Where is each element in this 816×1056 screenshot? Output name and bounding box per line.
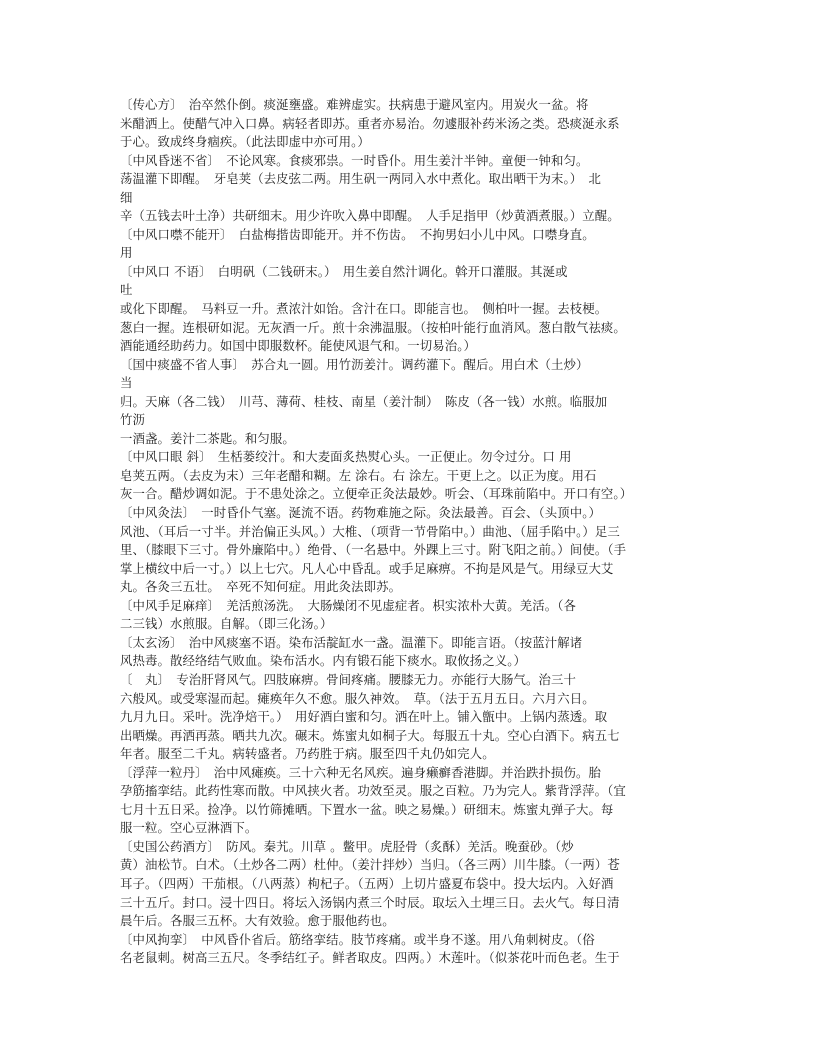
text-line: 孕筋搐挛结。此药性寒而散。中风挟火者。功效至灵。服之百粒。乃为完人。紫背浮萍。（宜 [120, 783, 626, 799]
text-line: 灰一合。醋炒调如泥。于不患处涂之。立便牵正灸法最妙。听会、（耳珠前陷中。开口有空。） [120, 486, 633, 502]
text-line: 用 [120, 245, 133, 261]
text-line: 耳子。（四两）干茄根。（八两蒸）枸杞子。（五两）上切片盛夏布袋中。投大坛内。入好酒 [120, 875, 614, 891]
text-line: 风热毒。散经络结气败血。染布活水。内有锻石能下痰水。取攸扬之义。） [120, 653, 526, 669]
text-line: 六般风。或受寒湿而起。瘫痪年久不愈。服久神效。 草。（法于五月五日。六月六日。 [120, 690, 595, 706]
text-line: 出晒燥。再洒再蒸。晒共九次。碾末。炼蜜丸如桐子大。每服五十丸。空心白酒下。病五七 [120, 727, 620, 743]
text-line: 皂荚五两。（去皮为末）三年老醋和糊。左 涂右。右 涂左。干更上之。以正为度。用石 [120, 467, 597, 483]
text-line: 〔中风拘挛〕 中风昏仆省后。筋络挛结。肢节疼痛。或半身不遂。用八角刺树皮。（俗 [120, 931, 595, 947]
text-line: 三十五斤。封口。浸十四日。将坛入汤锅内煮三个时辰。取坛入土埋三日。去火气。每日清 [120, 894, 620, 910]
text-line: 九月九日。采叶。洗净焙干。） 用好酒白蜜和匀。洒在叶上。铺入甑中。上锅内蒸透。取 [120, 709, 608, 725]
text-line: 〔太玄汤〕 治中风痰塞不语。染布活靛缸水一盏。温灌下。即能言语。（按蓝汁解诸 [120, 634, 583, 650]
text-line: 一酒盏。姜汁二茶匙。和匀服。 [120, 430, 295, 446]
text-line: 里、（膝眼下三寸。骨外廉陷中。）绝骨、（一名悬中。外踝上三寸。附飞阳之前。）间使。（手 [120, 542, 627, 558]
text-line: 晨午后。各服三五杯。大有效验。愈于服他药也。 [120, 913, 395, 929]
text-line: 〔史国公药酒方〕 防风。秦艽。川草 。鳖甲。虎胫骨（炙酥）羌活。晚蚕砂。（炒 [120, 838, 574, 854]
text-line: 〔中风手足麻痒〕 羌活煎汤洗。 大肠燥闭不见虚症者。枳实浓朴大黄。羌活。（各 [120, 597, 577, 613]
text-line: 年者。服至二千丸。病转盛者。乃药胜于病。服至四千丸仍如完人。 [120, 746, 495, 762]
text-line: 当 [120, 375, 133, 391]
text-line: 辛（五钱去叶土净）共研细末。用少许吹入鼻中即醒。 人手足指甲（炒黄酒煮服。）立醒。 [120, 208, 620, 224]
text-line: 归。天麻（各二钱） 川芎、薄荷、桂枝、南星（姜汁制） 陈皮（各一钱）水煎。临服加 [120, 393, 608, 409]
text-line: 于心。致成终身痼疾。（此法即虚中亦可用。） [120, 134, 370, 150]
text-line: 竹沥 [120, 412, 145, 428]
text-line: 七月十五日采。捡净。以竹筛摊晒。下置水一盆。映之易燥。）研细末。炼蜜丸弹子大。每 [120, 801, 614, 817]
text-line: 酒能通经助药力。如国中即服数杯。能使风退气和。一切易治。） [120, 338, 477, 354]
text-line: 细 [120, 189, 133, 205]
text-line: 黄）油松节。白术。（土炒各二两）杜仲。（姜汁拌炒）当归。（各三两）川牛膝。（一两）苍 [120, 857, 620, 873]
text-line: 掌上横纹中后一寸。）以上七穴。凡人心中昏乱。或手足麻痹。不拘是风是气。用绿豆大艾 [120, 560, 614, 576]
text-line: 丸。各灸三五壮。 卒死不知何症。用此灸法即苏。 [120, 579, 402, 595]
text-line: 〔 丸〕 专治肝肾风气。四肢麻痹。骨间疼痛。腰膝无力。亦能行大肠气。治三十 [120, 671, 576, 687]
text-line: 〔中风口眼 斜〕 生栝蒌绞汁。和大麦面炙热熨心头。一正便止。勿令过分。口 用 [120, 449, 572, 465]
text-line: 〔中风灸法〕 一时昏仆气塞。涎流不语。药物难施之际。灸法最善。百会、（头顶中。） [120, 505, 602, 521]
text-line: 二三钱）水煎服。自解。（即三化汤。） [120, 616, 333, 632]
text-line: 〔中风口 不语〕 白明矾（二钱研末。） 用生姜自然汁调化。斡开口灌服。其涎或 [120, 263, 568, 279]
text-line: 荡温灌下即醒。 牙皂荚（去皮弦二两。用生矾一两同入水中煮化。取出晒干为末。） 北 [120, 171, 602, 187]
text-line: 吐 [120, 282, 133, 298]
text-line: 〔中风昏迷不省〕 不论风寒。食痰邪祟。一时昏仆。用生姜汁半钟。童便一钟和匀。 [120, 152, 589, 168]
text-line: 〔中风口噤不能开〕 白盐梅揩齿即能开。并不伤齿。 不拘男妇小儿中风。口噤身直。 [120, 226, 595, 242]
text-line: 米醋洒上。使醋气冲入口鼻。病轻者即苏。重者亦易治。勿遽服补药米汤之类。恐痰涎永系 [120, 115, 620, 131]
text-line: 〔国中痰盛不省人事〕 苏合丸一圆。用竹沥姜汁。调药灌下。醒后。用白术（土炒） [120, 356, 589, 372]
text-line: 〔传心方〕 治卒然仆倒。痰涎壅盛。难辨虚实。扶病患于避风室内。用炭火一盆。将 [120, 97, 589, 112]
text-line: 葱白一握。连根研如泥。无灰酒一斤。煎十余沸温服。（按柏叶能行血消风。葱白散气祛痰。 [120, 319, 626, 335]
text-line: 服一粒。空心豆淋酒下。 [120, 820, 258, 836]
body-text [120, 96, 680, 968]
text-line: 或化下即醒。 马料豆一升。煮浓汁如饴。含汁在口。即能言也。 侧柏叶一握。去枝梗。 [120, 301, 608, 317]
text-line: 〔浮萍一粒丹〕 治中风瘫痪。三十六种无名风疾。遍身癞癣香港脚。并治跌扑损伤。胎 [120, 764, 601, 780]
text-line: 名老鼠刺。树高三五尺。冬季结红子。鲜者取皮。四两。）木莲叶。（似茶花叶而色老。生于 [120, 950, 620, 966]
text-line: 风池、（耳后一寸半。并治偏正头风。）大椎、（项背一节骨陷中。）曲池、（屈手陷中。）足三 [120, 523, 620, 539]
